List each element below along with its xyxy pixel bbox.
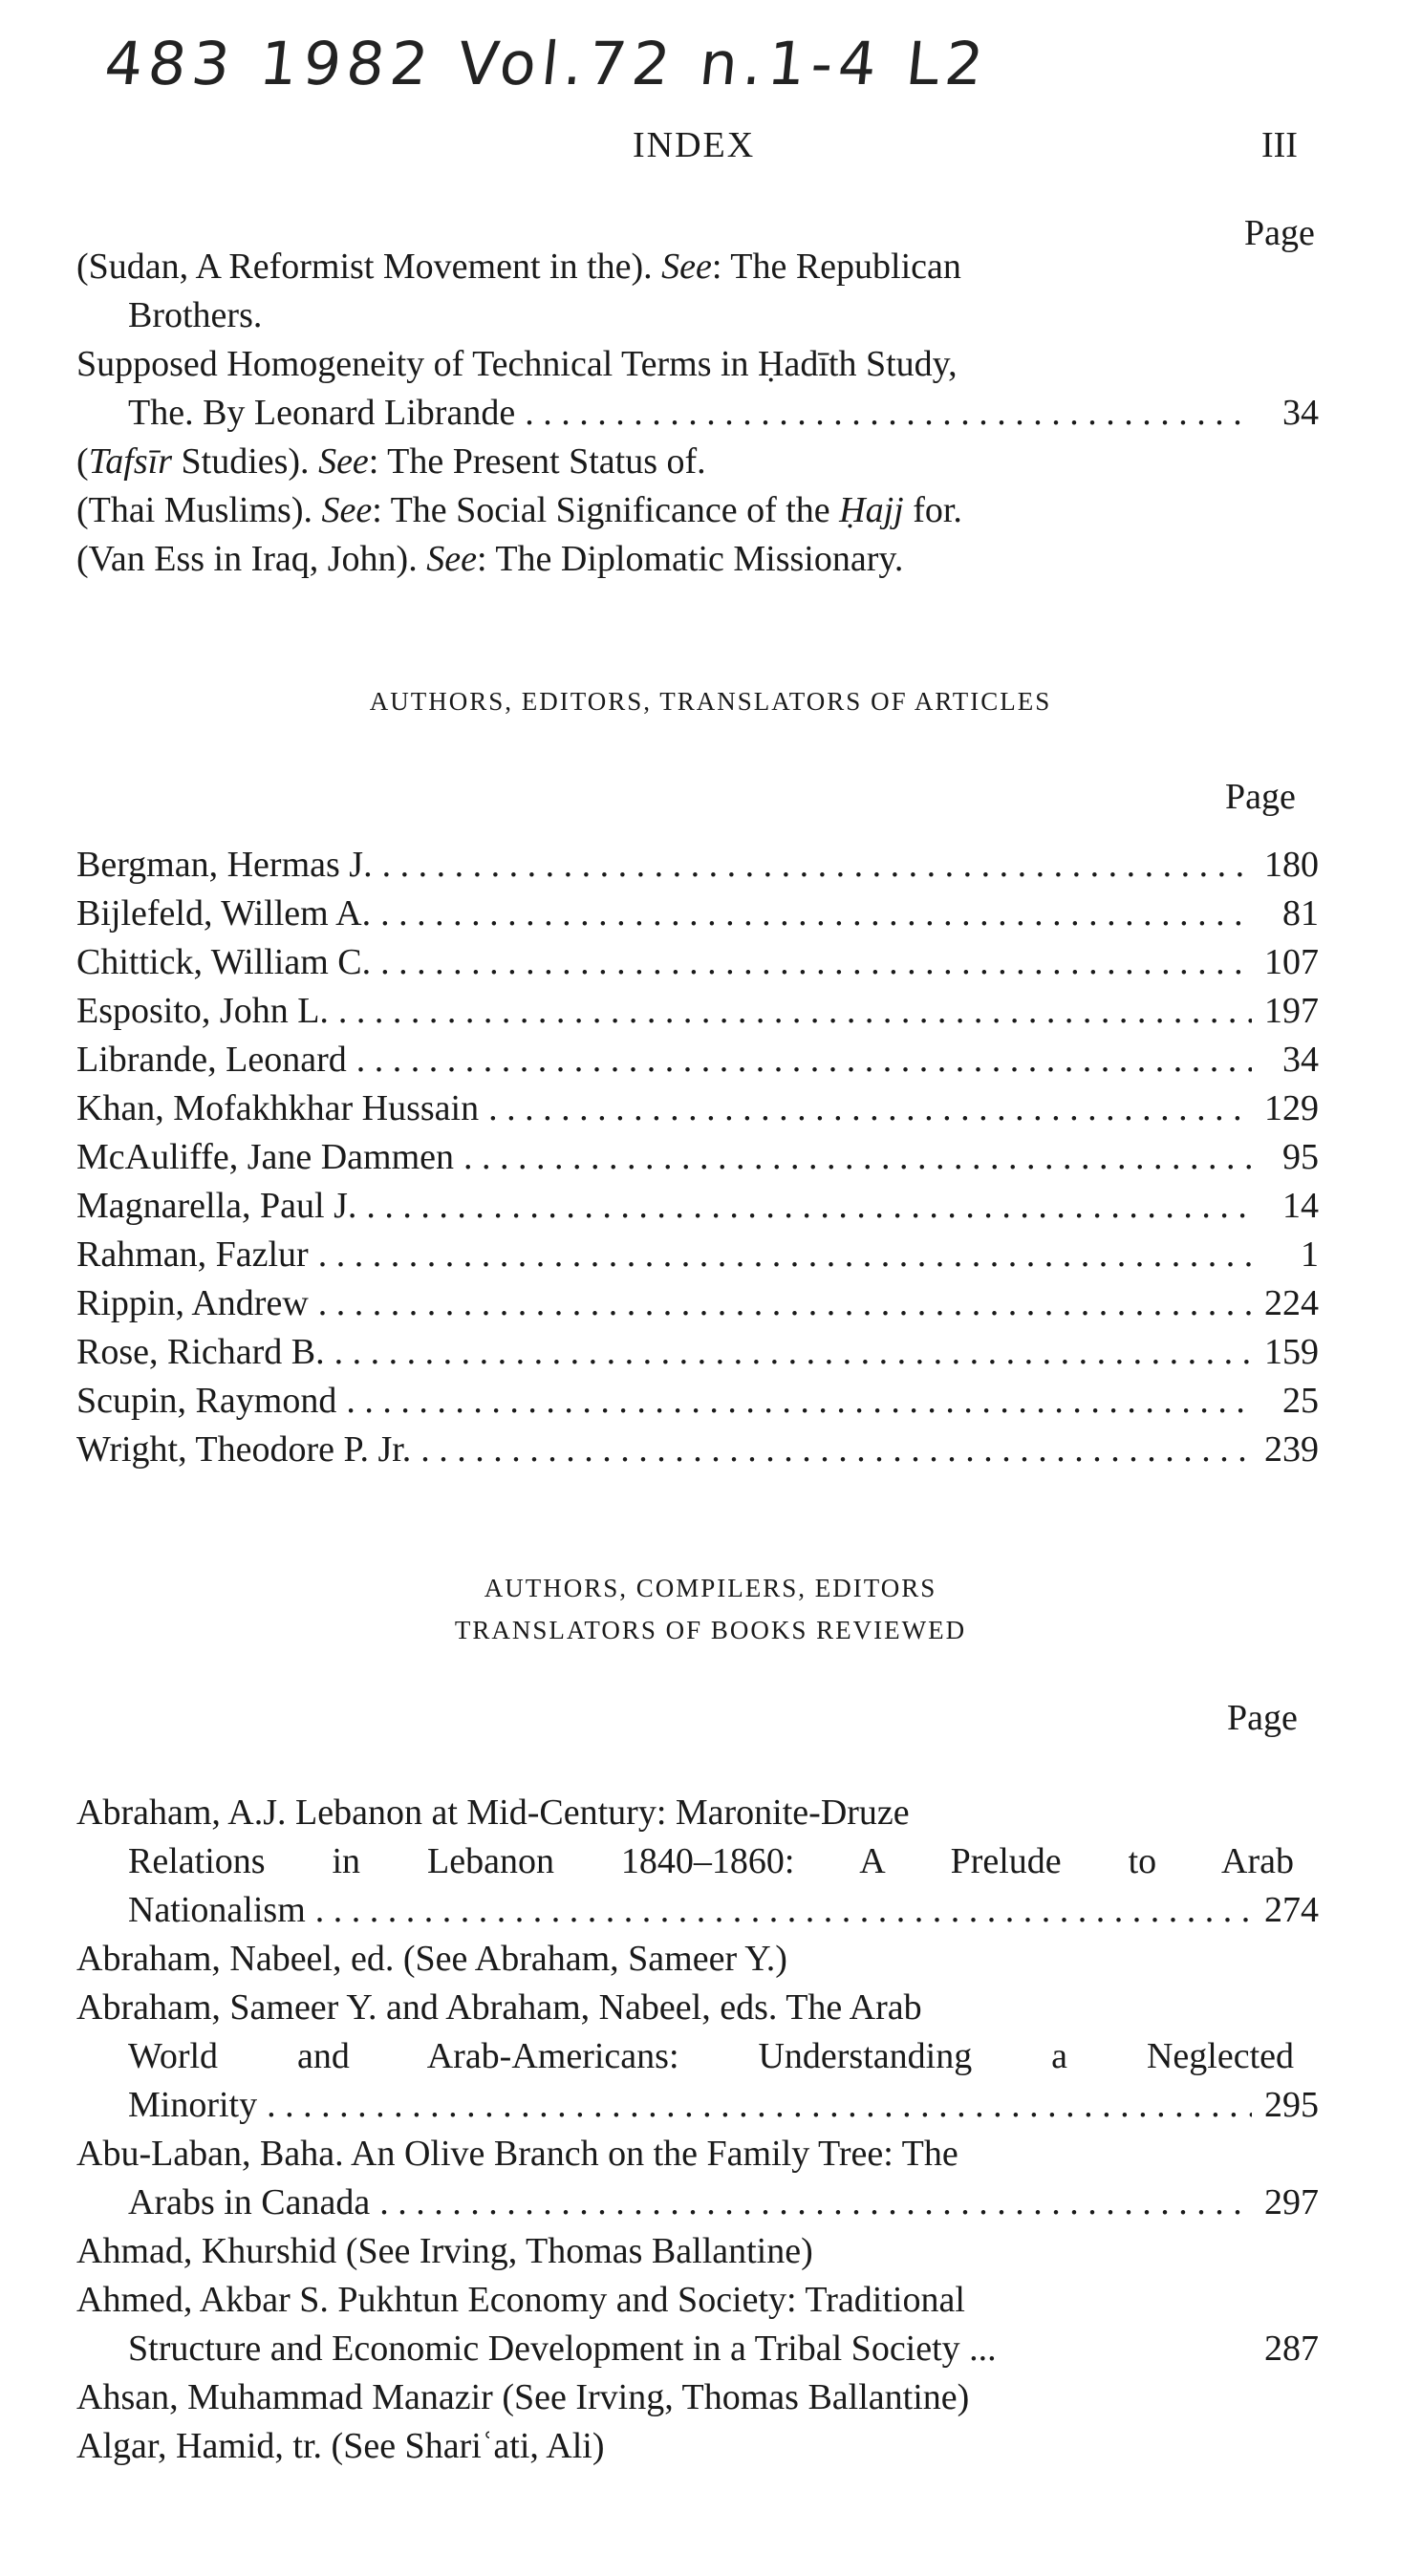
see-label: See (661, 247, 712, 287)
subject-entry-sudan (76, 243, 1319, 340)
book-text: Abraham, A.J. Lebanon at Mid-Century: Maronite-Druze (76, 1792, 910, 1833)
entry-text: ( (76, 441, 89, 482)
book-entry: Ahsan, Muhammad Manazir (See Irving, Thomas Ballantine) (76, 2377, 970, 2417)
handwritten-shelfmark: 483 1982 Vol.72 n.1-4 L2 (101, 29, 993, 98)
dot-leader (382, 841, 1252, 890)
see-label: See (318, 441, 369, 482)
author-page: 239 (1264, 1429, 1319, 1470)
author-page: 25 (1282, 1381, 1319, 1421)
author-name: Bijlefeld, Willem A. (76, 893, 372, 934)
book-text: World and Arab-Americans: Understanding a Neglected (128, 2036, 1294, 2076)
book-text: Ahmed, Akbar S. Pukhtun Economy and Society: Traditional (76, 2280, 965, 2320)
dot-leader (463, 1133, 1252, 1182)
subject-entry-van-ess (76, 535, 1319, 584)
page-column-label: Page (1225, 777, 1296, 817)
dot-leader (318, 1231, 1252, 1279)
see-label: See (426, 539, 477, 579)
books-heading-line: TRANSLATORS OF BOOKS REVIEWED (454, 1616, 967, 1644)
entry-text: : The Social Significance of the (372, 490, 840, 530)
see-label: See (321, 490, 373, 530)
author-page: 180 (1264, 845, 1319, 885)
book-page: 274 (1264, 1890, 1319, 1930)
author-name: Rose, Richard B. (76, 1332, 325, 1372)
author-page: 34 (1282, 1040, 1319, 1080)
dot-leader (420, 1426, 1252, 1474)
entry-text: Studies). (172, 441, 319, 482)
book-text: Minority (128, 2085, 258, 2125)
author-name: Rahman, Fazlur (76, 1234, 309, 1275)
author-name: Bergman, Hermas J. (76, 845, 373, 885)
author-row (76, 1231, 1319, 1279)
author-row (76, 1133, 1319, 1182)
author-page: 14 (1282, 1186, 1319, 1226)
author-row (76, 1328, 1319, 1377)
entry-text: Supposed Homogeneity of Technical Terms in Ḥadīth Study, (76, 344, 958, 384)
book-text: Relations in Lebanon 1840–1860: A Prelude to Arab (128, 1841, 1294, 1881)
book-entry: Ahmad, Khurshid (See Irving, Thomas Ballantine) (76, 2231, 813, 2271)
book-text: Arabs in Canada (128, 2182, 371, 2222)
author-row (76, 841, 1319, 890)
author-row (76, 1279, 1319, 1328)
dot-leader (346, 1377, 1252, 1426)
author-row (76, 1084, 1319, 1133)
entry-text: : The Present Status of. (368, 441, 706, 482)
author-name: Esposito, John L. (76, 991, 329, 1031)
author-page: 81 (1282, 893, 1319, 934)
author-name: McAuliffe, Jane Dammen (76, 1137, 455, 1177)
books-section-heading (0, 1567, 1421, 1651)
dot-leader (315, 1886, 1252, 1935)
page-column-label: Page (1244, 213, 1315, 253)
author-row (76, 1182, 1319, 1231)
book-text: Nationalism (128, 1890, 306, 1930)
book-entry: Algar, Hamid, tr. (See Shariʿati, Ali) (76, 2426, 605, 2466)
books-heading-line: AUTHORS, COMPILERS, EDITORS (484, 1574, 937, 1602)
author-page: 107 (1264, 942, 1319, 982)
author-row (76, 1377, 1319, 1426)
entry-text: (Sudan, A Reformist Movement in the). (76, 247, 662, 287)
entry-text: : The Republican (711, 247, 961, 287)
dot-leader (334, 1328, 1252, 1377)
author-row (76, 987, 1319, 1036)
book-entry (76, 1789, 1319, 1935)
book-text: Structure and Economic Development in a Tribal Society ... (128, 2329, 997, 2369)
dot-leader (338, 987, 1252, 1036)
author-row (76, 1036, 1319, 1084)
subject-index-list (76, 243, 1319, 584)
dot-leader (525, 389, 1252, 438)
author-name: Magnarella, Paul J. (76, 1186, 357, 1226)
book-entry (76, 2130, 1319, 2227)
book-text: Abu-Laban, Baha. An Olive Branch on the Family Tree: The (76, 2134, 958, 2174)
entry-text: The. By Leonard Librande (128, 393, 516, 433)
subject-entry-hadith (76, 340, 1319, 438)
dot-leader (318, 1279, 1252, 1328)
subject-entry-tafsir (76, 438, 1319, 486)
articles-section-heading: AUTHORS, EDITORS, TRANSLATORS OF ARTICLES (369, 687, 1052, 716)
author-row (76, 890, 1319, 938)
page-title: INDEX (633, 125, 756, 165)
author-page: 197 (1264, 991, 1319, 1031)
book-entry: Abraham, Nabeel, ed. (See Abraham, Sameer Y.) (76, 1939, 787, 1979)
dot-leader (366, 1182, 1252, 1231)
book-page: 287 (1264, 2329, 1319, 2369)
author-name: Librande, Leonard (76, 1040, 347, 1080)
author-name: Scupin, Raymond (76, 1381, 337, 1421)
author-page: 95 (1282, 1137, 1319, 1177)
author-page: 1 (1301, 1234, 1319, 1275)
author-name: Wright, Theodore P. Jr. (76, 1429, 412, 1470)
dot-leader (379, 2179, 1252, 2227)
author-row (76, 938, 1319, 987)
dot-leader (380, 890, 1252, 938)
entry-text: Brothers. (128, 295, 263, 335)
author-page: 224 (1264, 1283, 1319, 1323)
author-row (76, 1426, 1319, 1474)
author-name: Rippin, Andrew (76, 1283, 309, 1323)
entry-text: : The Diplomatic Missionary. (476, 539, 904, 579)
articles-author-list (76, 841, 1319, 1474)
dot-leader (380, 938, 1252, 987)
page-column-label: Page (1227, 1698, 1298, 1738)
entry-text: (Thai Muslims). (76, 490, 322, 530)
book-page: 297 (1264, 2182, 1319, 2222)
entry-text: (Van Ess in Iraq, John). (76, 539, 427, 579)
entry-text: for. (903, 490, 962, 530)
subject-entry-thai (76, 486, 1319, 535)
page-number: III (1261, 125, 1298, 165)
entry-text: Tafsīr (88, 441, 172, 482)
author-name: Khan, Mofakhkhar Hussain (76, 1088, 480, 1128)
author-page: 129 (1264, 1088, 1319, 1128)
author-name: Chittick, William C. (76, 942, 372, 982)
entry-page: 34 (1282, 393, 1319, 433)
books-author-list (76, 1789, 1319, 2471)
book-entry (76, 2276, 1319, 2373)
entry-text: Ḥajj (839, 490, 904, 530)
book-entry (76, 1984, 1319, 2130)
dot-leader (356, 1036, 1252, 1084)
book-text: Abraham, Sameer Y. and Abraham, Nabeel, eds. The Arab (76, 1987, 922, 2028)
dot-leader (488, 1084, 1252, 1133)
author-page: 159 (1264, 1332, 1319, 1372)
book-page: 295 (1264, 2085, 1319, 2125)
dot-leader (267, 2081, 1252, 2130)
